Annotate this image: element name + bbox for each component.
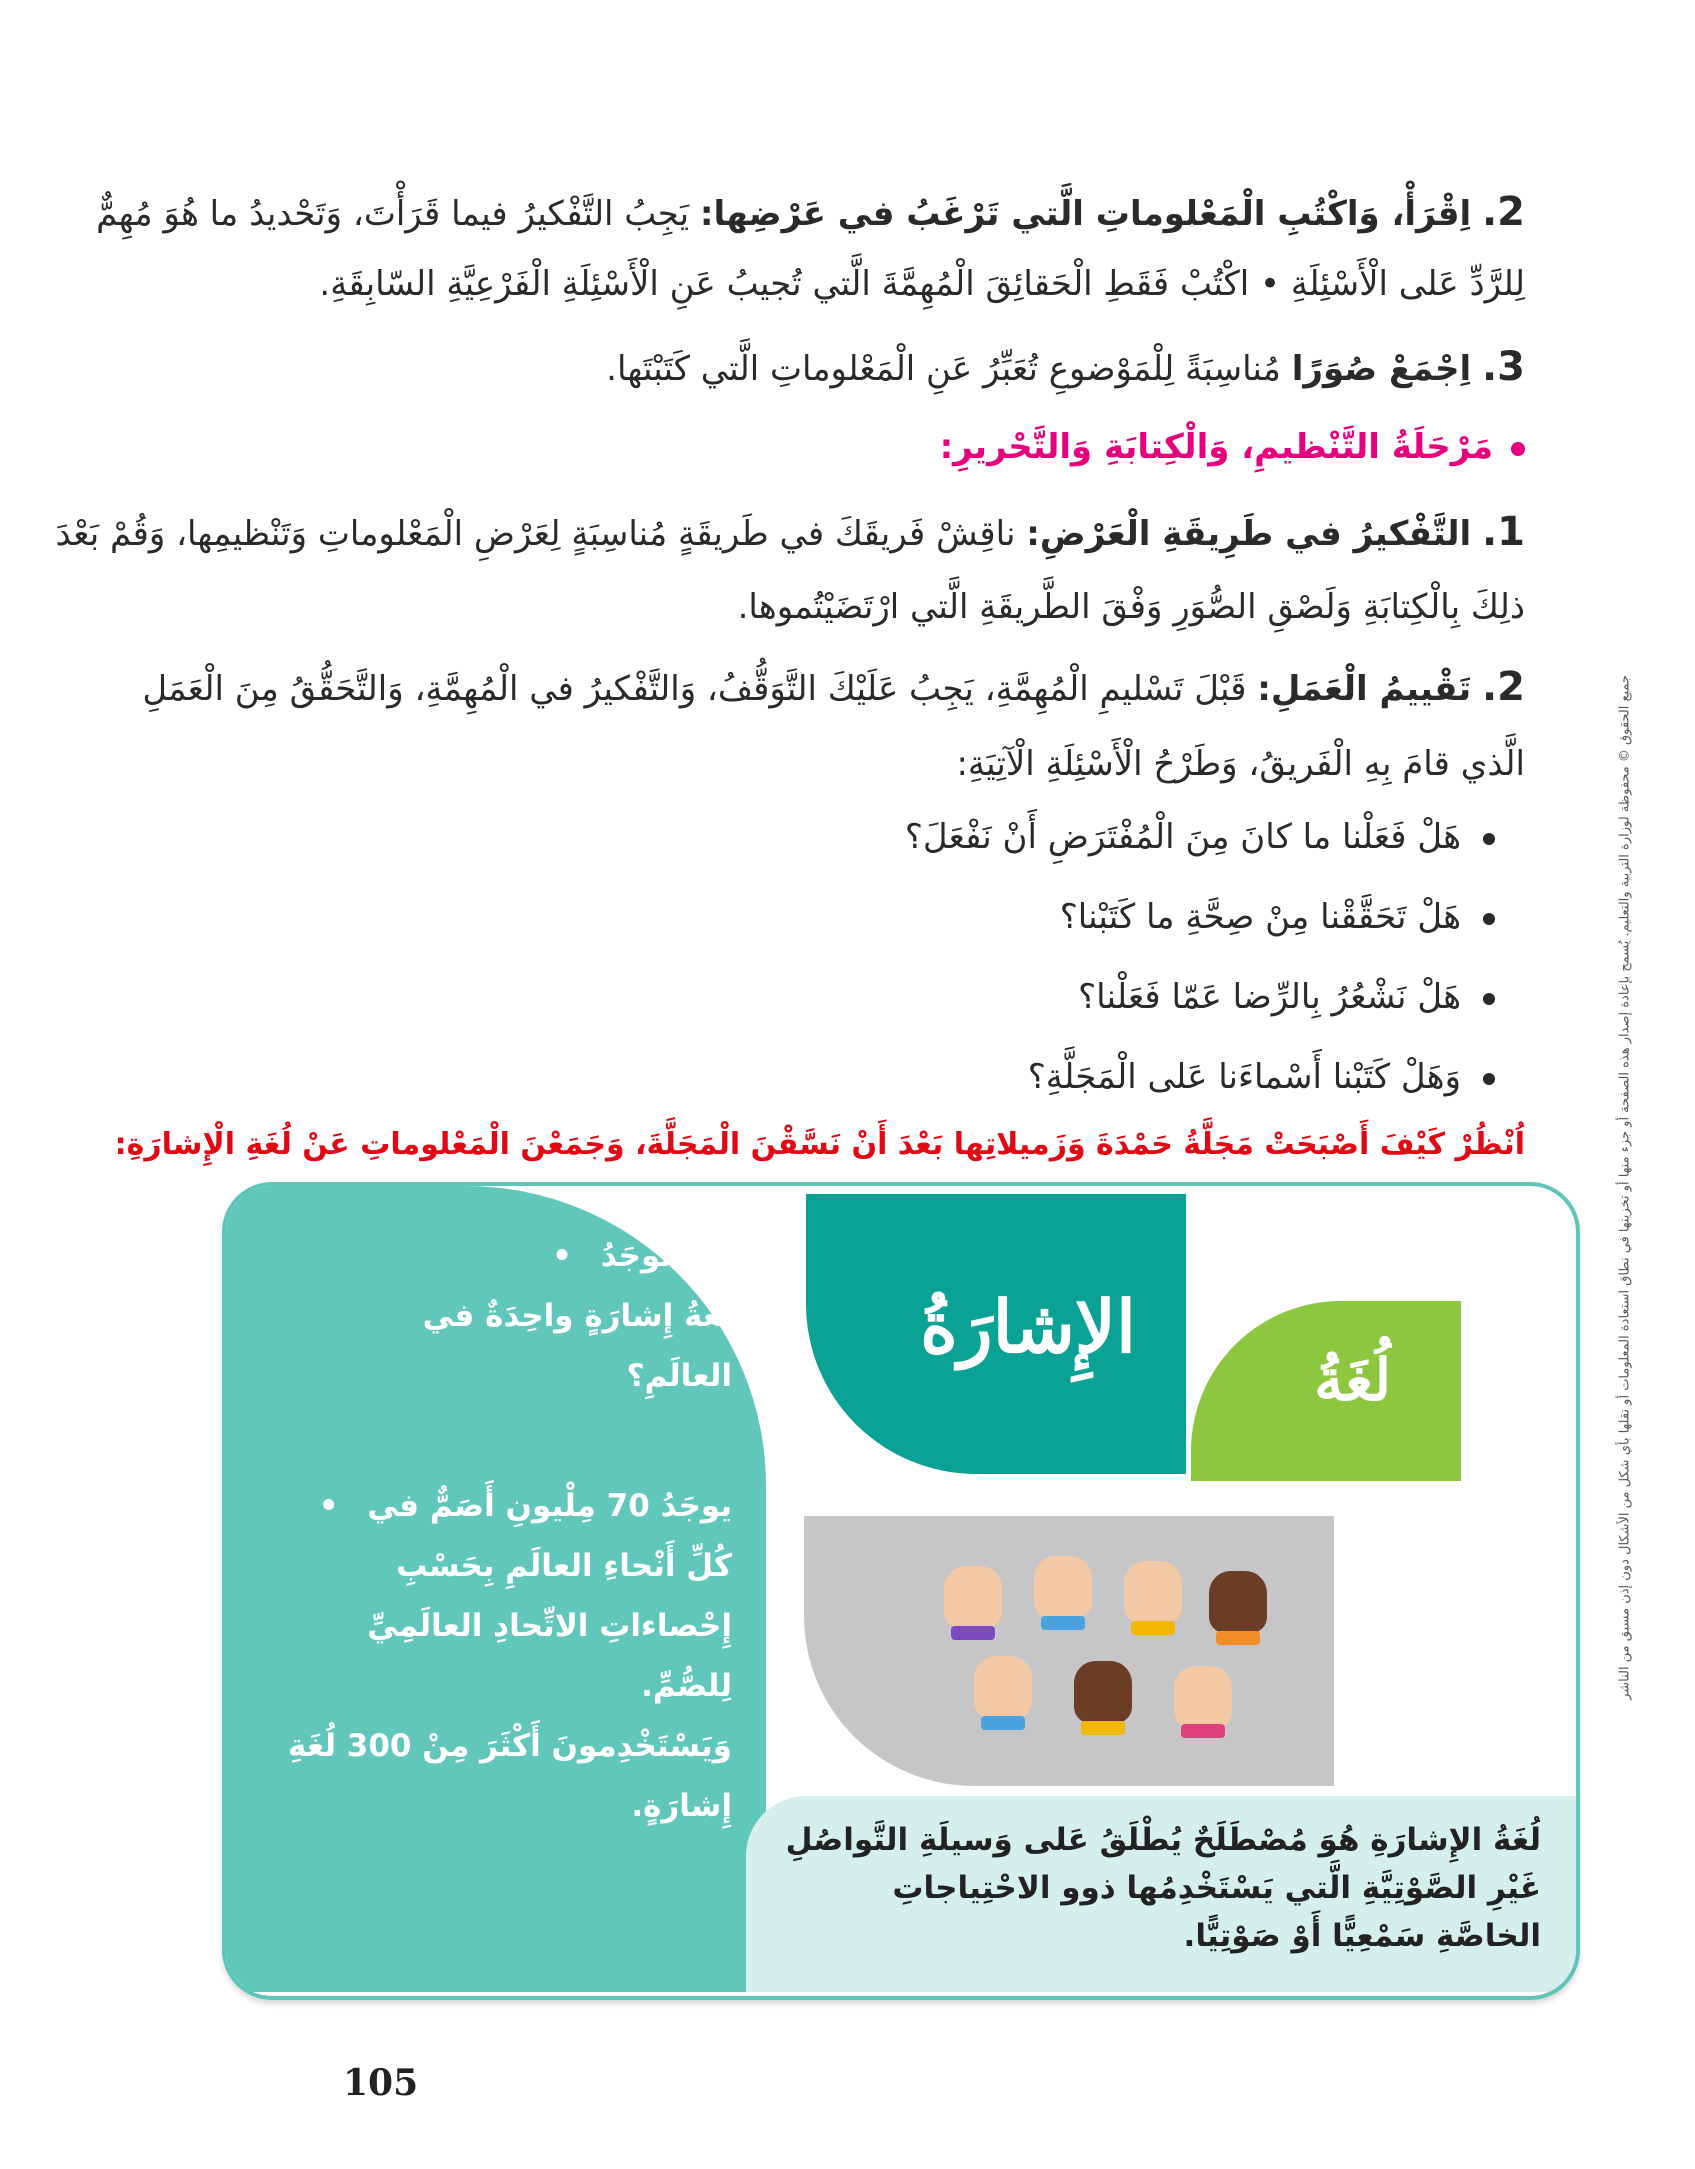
- question-item: هَلْ نَشْعُرُ بِالرِّضا عَمّا فَعَلْنا؟: [125, 975, 1495, 1019]
- question-item: هَلْ تَحَقَّقْنا مِنْ صِحَّةِ ما كَتَبْنا؟: [125, 895, 1495, 939]
- bullet-icon: [1483, 993, 1495, 1005]
- step-1-continued: ذلِكَ بِالْكِتابَةِ وَلَصْقِ الصُّوَرِ وَفْقَ الطَّريقَةِ الَّتي ارْتَضَيْتُموها.: [737, 587, 1525, 627]
- step-3-collect-images: 3. اِجْمَعْ صُوَرًا مُناسِبَةً لِلْمَوْضوعِ تُعَبِّرُ عَنِ الْمَعْلوماتِ الَّتي كَتَبْتَها.: [606, 344, 1525, 390]
- cuff-icon: [1216, 1631, 1260, 1645]
- cuff-icon: [1181, 1724, 1225, 1738]
- hand-icon: [1209, 1571, 1267, 1633]
- title-leaf-green: لُغَةُ: [1191, 1301, 1461, 1481]
- sign-language-hands-image: [804, 1516, 1334, 1786]
- cuff-icon: [1131, 1621, 1175, 1635]
- question-item: وَهَلْ كَتَبْنا أَسْماءَنا عَلى الْمَجَلَّةِ؟: [125, 1055, 1495, 1099]
- hand-icon: [1074, 1661, 1132, 1723]
- cuff-icon: [951, 1626, 995, 1640]
- step-2-continued: لِلرَّدِّ عَلى الْأَسْئِلَةِ • اكْتُبْ فَقَطِ الْحَقائِقَ الْمُهِمَّةَ الَّتي تُجيبُ عَنِ الْأَسْئِلَةِ الْفَرْعِيَّةِ السّابِقَةِ.: [319, 264, 1525, 304]
- step-1-presentation: 1. التَّفْكيرُ في طَرِيقَةِ الْعَرْضِ: ناقِشْ فَريقَكَ في طَريقَةٍ مُناسِبَةٍ لِعَرْضِ الْمَعْلوماتِ وَتَنْظيمِها، وَقُمْ بَعْدَ: [55, 509, 1525, 555]
- hand-icon: [1034, 1556, 1092, 1618]
- stage-heading: مَرْحَلَةُ التَّنْظيمِ، وَالْكِتابَةِ وَالتَّحْريرِ:: [155, 425, 1525, 469]
- cuff-icon: [1041, 1616, 1085, 1630]
- magazine-panel: [222, 1182, 1580, 2000]
- bullet-icon: •: [552, 1238, 572, 1274]
- page-number: 105: [343, 2062, 419, 2104]
- bullet-icon: •: [318, 1488, 339, 1524]
- bullet-icon: [1483, 833, 1495, 845]
- bullet-icon: [1483, 913, 1495, 925]
- magazine-instruction: اُنْظُرْ كَيْفَ أَصْبَحَتْ مَجَلَّةُ حَمْدَةَ وَزَميلاتِها بَعْدَ أَنْ نَسَّقْنَ الْمَجَلَّةَ، وَجَمَعْنَ الْمَعْلوماتِ عَنْ لُغَةِ الْإِشارَةِ:: [114, 1127, 1525, 1162]
- bullet-icon: [1511, 442, 1525, 456]
- bullet-icon: [1483, 1073, 1495, 1085]
- copyright-note: جميع الحقوق © محفوظة لوزارة التربية والتعليم. يُسمح بإعادة إصدار هذه الصفحة أو جزء منها أو تخزينها في نطاق استعادة المعلومات أو نقلها بأي شكل من الأشكال دون إذن مسبق من الناشر: [1617, 675, 1633, 1700]
- definition-bubble: لُغَةُ الإِشارَةِ هُوَ مُصْطَلَحٌ يُطْلَقُ عَلى وَسيلَةِ التَّواصُلِ غَيْرِ الصَّوْتِيَّةِ الَّتي يَسْتَخْدِمُها ذوو الاحْتِياجاتِ الخاصَّةِ سَمْعِيًّا أَوْ صَوْتِيًّا.: [746, 1796, 1576, 1992]
- cuff-icon: [981, 1716, 1025, 1730]
- step-2-eval-continued: الَّذي قامَ بِهِ الْفَريقُ، وَطَرْحُ الْأَسْئِلَةِ الْآتِيَةِ:: [956, 744, 1525, 784]
- title-leaf-dark: الإِشارَةُ: [806, 1194, 1186, 1474]
- step-2-evaluation: 2. تَقْييمُ الْعَمَلِ: قَبْلَ تَسْليمِ الْمُهِمَّةِ، يَجِبُ عَلَيْكَ التَّوَقُّفُ، وَالتَّفْكيرُ في الْمُهِمَّةِ، وَالتَّحَقُّقُ مِنَ الْعَمَلِ: [142, 664, 1525, 710]
- hand-icon: [944, 1566, 1002, 1628]
- step-2-read-write: 2. اِقْرَأْ، وَاكْتُبِ الْمَعْلوماتِ الَّتي تَرْغَبُ في عَرْضِها: يَجِبُ التَّفْكيرُ فيما قَرَأْتَ، وَتَحْديدُ ما هُوَ مُهِمٌّ: [96, 189, 1525, 235]
- hand-icon: [1124, 1561, 1182, 1623]
- deaf-statistics-fact: يوجَدُ 70 مِلْيونِ أَصَمٌّ في • كُلِّ أَنْحاءِ العالَمِ بِحَسْبِ إِحْصاءاتِ الاتِّحادِ العالَمِيِّ لِلصُّمِّ. وَيَسْتَخْدِمونَ أَكْثَرَ مِنْ 300 لُغَةِ إِشارَةٍ.: [288, 1488, 732, 1824]
- question-item: هَلْ فَعَلْنا ما كانَ مِنَ الْمُفْتَرَضِ أَنْ نَفْعَلَ؟: [125, 815, 1495, 859]
- question-fact: هَلْ توجَدُ • لُغَةُ إِشارَةٍ واحِدَةٌ في العالَمِ؟: [422, 1238, 732, 1394]
- hand-icon: [1174, 1666, 1232, 1728]
- hand-icon: [974, 1656, 1032, 1718]
- cuff-icon: [1081, 1721, 1125, 1735]
- facts-leaf: [226, 1186, 766, 1992]
